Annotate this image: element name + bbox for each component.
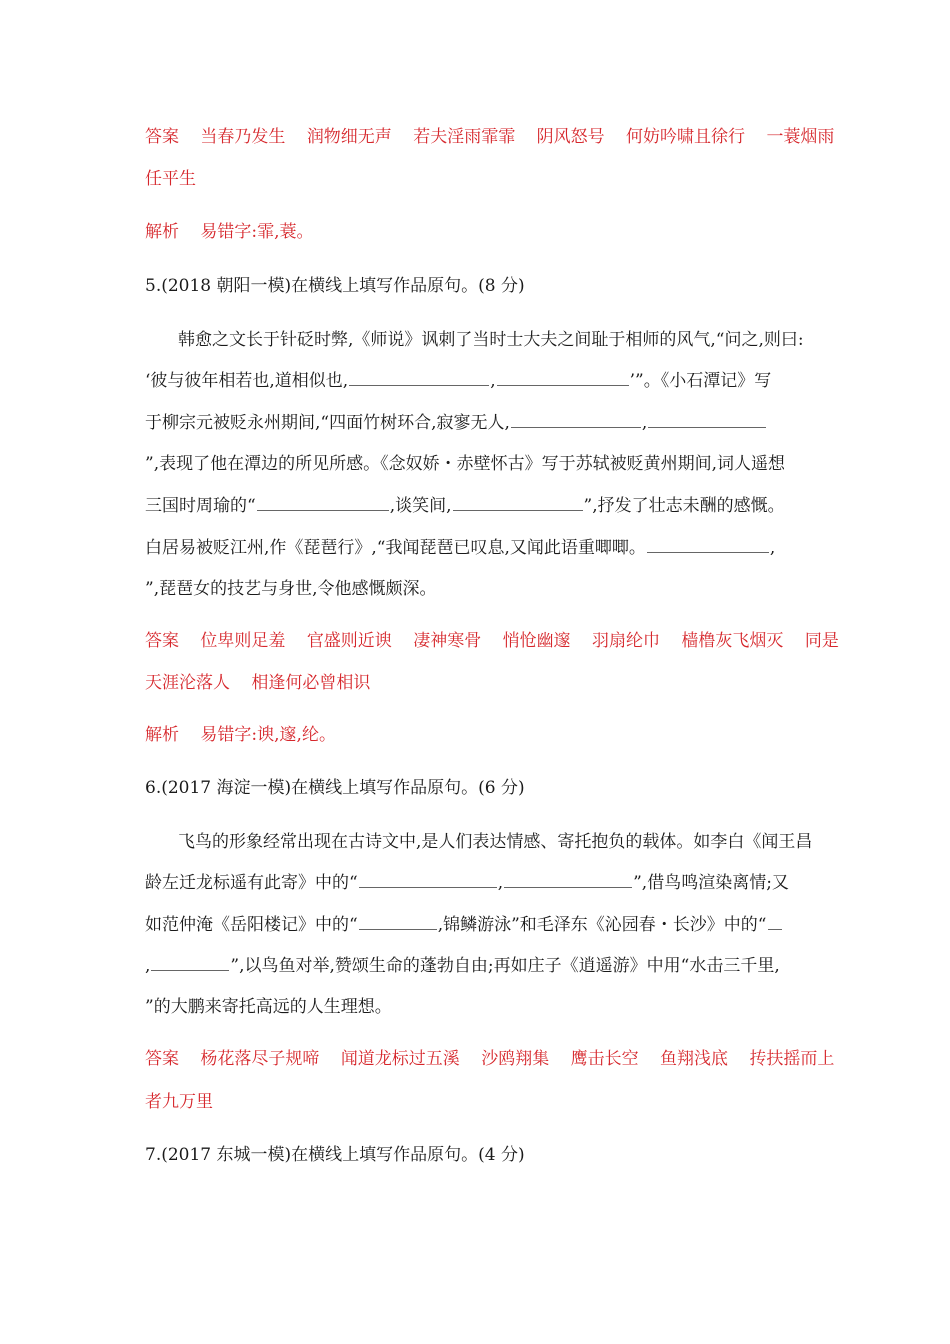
- answer-label: 答案: [145, 631, 179, 651]
- fill-blank[interactable]: [768, 913, 782, 930]
- q5-answer-tail: [145, 670, 805, 696]
- fill-blank[interactable]: [453, 494, 583, 511]
- answer-label: 答案: [145, 1049, 179, 1069]
- fill-blank[interactable]: [511, 411, 641, 428]
- q6-text-line: 飞鸟的形象经常出现在古诗文中,是人们表达情感、寄托抱负的载体。如李白《闻王昌: [178, 832, 813, 852]
- fill-blank[interactable]: [647, 536, 769, 553]
- text-run: 龄左迁龙标遥有此寄》中的“: [145, 873, 358, 893]
- text-run: ,: [497, 873, 504, 893]
- analysis-text: 易错字:谀,邃,纶。: [200, 725, 336, 745]
- text-run: ,谈笑间,: [389, 496, 452, 516]
- fill-blank[interactable]: [359, 871, 497, 888]
- text-run: 三国时周瑜的“: [145, 496, 256, 516]
- answer-item: 凄神寒骨: [413, 631, 482, 651]
- analysis-label: 解析: [145, 725, 179, 745]
- q6-answer-tail: 者九万里: [145, 1092, 213, 1112]
- q5-text-line: ”,琵琶女的技艺与身世,令他感慨颇深。: [145, 579, 437, 599]
- q4-answer-tail: 任平生: [145, 169, 196, 189]
- q6-text-line: [145, 953, 805, 979]
- answer-item: 润物细无声: [306, 127, 392, 147]
- q6-title: 6.(2017 海淀一模)在横线上填写作品原句。(6 分): [145, 778, 525, 798]
- analysis-text: 易错字:霏,蓑。: [200, 222, 314, 242]
- text-run: ,: [641, 413, 648, 433]
- fill-blank[interactable]: [151, 954, 229, 971]
- q4-analysis-line: [145, 219, 805, 245]
- answer-item: 阴风怒号: [536, 127, 605, 147]
- q5-text-line: 韩愈之文长于针砭时弊,《师说》讽刺了当时士大夫之间耻于相师的风气,“问之,则曰:: [178, 330, 804, 350]
- q4-answer-line: [145, 124, 835, 150]
- fill-blank[interactable]: [349, 369, 489, 386]
- text-run: ”,借鸟鸣渲染离情;又: [633, 873, 789, 893]
- text-run: 如范仲淹《岳阳楼记》中的“: [145, 915, 358, 935]
- fill-blank[interactable]: [504, 871, 632, 888]
- fill-blank[interactable]: [497, 369, 629, 386]
- text-run: ,锦鳞游泳”和毛泽东《沁园春・长沙》中的“: [437, 915, 767, 935]
- answer-item: 鹰击长空: [570, 1049, 639, 1069]
- answer-label: 答案: [145, 127, 179, 147]
- text-run: 白居易被贬江州,作《琵琶行》,“我闻琵琶已叹息,又闻此语重唧唧。: [145, 538, 646, 558]
- text-run: ”,抒发了壮志未酬的感慨。: [583, 496, 785, 516]
- q6-text-line: [145, 870, 805, 896]
- text-run: ‘彼与彼年相若也,道相似也,: [145, 371, 349, 391]
- answer-item: 同是: [804, 631, 839, 651]
- q6-text-line: ”的大鹏来寄托高远的人生理想。: [145, 997, 392, 1017]
- q5-analysis-line: [145, 722, 805, 748]
- text-run: ,: [769, 538, 776, 558]
- answer-item: 杨花落尽子规啼: [200, 1049, 320, 1069]
- q6-text-line: [145, 912, 805, 938]
- answer-item: 若夫淫雨霏霏: [413, 127, 516, 147]
- answer-item: 位卑则足羞: [200, 631, 286, 651]
- fill-blank[interactable]: [257, 494, 389, 511]
- answer-item: 相逢何必曾相识: [251, 673, 371, 693]
- answer-item: 羽扇纶巾: [592, 631, 661, 651]
- q5-title: 5.(2018 朝阳一模)在横线上填写作品原句。(8 分): [145, 276, 525, 296]
- text-run: ,: [145, 956, 151, 976]
- answer-item: 鱼翔浅底: [660, 1049, 729, 1069]
- answer-item: 何妨吟啸且徐行: [626, 127, 746, 147]
- text-run: ,: [490, 371, 496, 391]
- text-run: ”,以鸟鱼对举,赞颂生命的蓬勃自由;再如庄子《逍遥游》中用“水击三千里,: [230, 956, 780, 976]
- q7-title: 7.(2017 东城一模)在横线上填写作品原句。(4 分): [145, 1145, 525, 1165]
- answer-item: 一蓑烟雨: [766, 127, 835, 147]
- text-run: 于柳宗元被贬永州期间,“四面竹树环合,寂寥无人,: [145, 413, 510, 433]
- q5-answer-line: [145, 628, 839, 654]
- text-run: ’”。《小石潭记》写: [629, 371, 772, 391]
- fill-blank[interactable]: [359, 913, 437, 930]
- answer-item: 悄怆幽邃: [502, 631, 571, 651]
- fill-blank[interactable]: [648, 411, 766, 428]
- answer-item: 天涯沦落人: [145, 673, 230, 693]
- q5-text-line: [145, 493, 805, 519]
- answer-item: 官盛则近谀: [306, 631, 392, 651]
- q6-answer-line: [145, 1046, 835, 1072]
- answer-item: 抟扶摇而上: [749, 1049, 835, 1069]
- q5-text-line: ”,表现了他在潭边的所见所感。《念奴娇・赤壁怀古》写于苏轼被贬黄州期间,词人遥想: [145, 454, 785, 474]
- answer-item: 当春乃发生: [200, 127, 286, 147]
- answer-item: 闻道龙标过五溪: [340, 1049, 460, 1069]
- analysis-label: 解析: [145, 222, 179, 242]
- q5-text-line: [145, 368, 805, 394]
- answer-item: 樯橹灰飞烟灭: [681, 631, 784, 651]
- q5-text-line: [145, 410, 805, 436]
- answer-item: 沙鸥翔集: [481, 1049, 550, 1069]
- q5-text-line: [145, 535, 805, 561]
